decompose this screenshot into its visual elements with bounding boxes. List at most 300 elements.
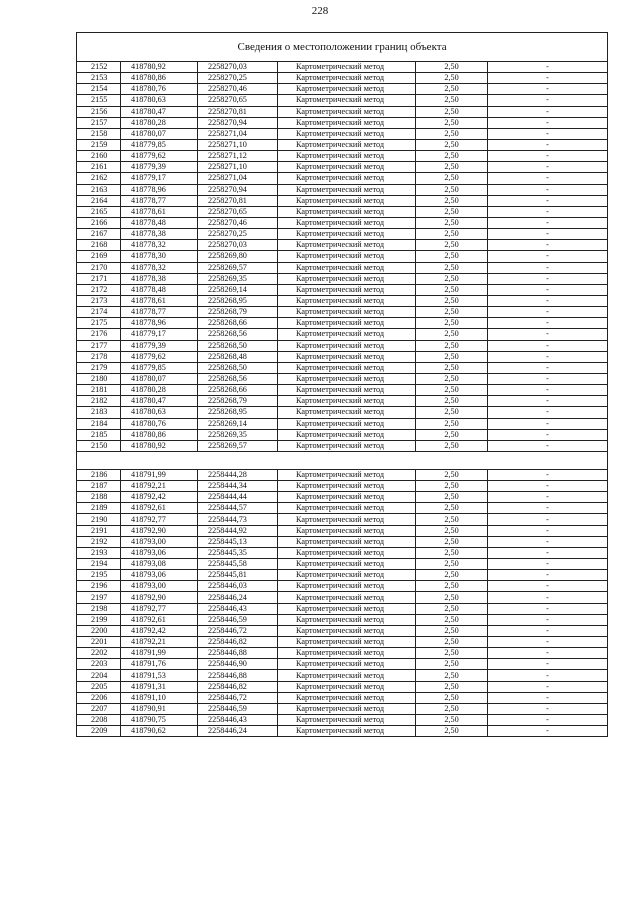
coord-x: 418778,30 xyxy=(121,251,198,262)
method: Картометрический метод xyxy=(278,440,416,451)
note: - xyxy=(488,440,608,451)
method: Картометрический метод xyxy=(278,106,416,117)
coord-y: 2258270,46 xyxy=(198,217,278,228)
coord-x: 418791,31 xyxy=(121,681,198,692)
method: Картометрический метод xyxy=(278,703,416,714)
coord-x: 418791,76 xyxy=(121,659,198,670)
note: - xyxy=(488,206,608,217)
coord-y: 2258268,50 xyxy=(198,362,278,373)
accuracy: 2,50 xyxy=(416,106,488,117)
point-number: 2171 xyxy=(77,273,121,284)
note: - xyxy=(488,592,608,603)
coord-y: 2258446,72 xyxy=(198,625,278,636)
coord-x: 418780,63 xyxy=(121,407,198,418)
method: Картометрический метод xyxy=(278,162,416,173)
separator-cell xyxy=(77,451,608,469)
note: - xyxy=(488,128,608,139)
coord-y: 2258269,80 xyxy=(198,251,278,262)
table-row xyxy=(77,351,608,362)
accuracy: 2,50 xyxy=(416,547,488,558)
accuracy: 2,50 xyxy=(416,195,488,206)
method: Картометрический метод xyxy=(278,173,416,184)
point-number: 2156 xyxy=(77,106,121,117)
coord-y: 2258270,94 xyxy=(198,184,278,195)
method: Картометрический метод xyxy=(278,396,416,407)
table-row xyxy=(77,681,608,692)
point-number: 2195 xyxy=(77,570,121,581)
point-number: 2194 xyxy=(77,559,121,570)
accuracy: 2,50 xyxy=(416,525,488,536)
method: Картометрический метод xyxy=(278,659,416,670)
coord-y: 2258446,90 xyxy=(198,659,278,670)
method: Картометрический метод xyxy=(278,184,416,195)
accuracy: 2,50 xyxy=(416,385,488,396)
accuracy: 2,50 xyxy=(416,284,488,295)
note: - xyxy=(488,614,608,625)
coord-y: 2258444,57 xyxy=(198,503,278,514)
coord-x: 418778,61 xyxy=(121,295,198,306)
note: - xyxy=(488,329,608,340)
table-row xyxy=(77,492,608,503)
note: - xyxy=(488,715,608,726)
coord-y: 2258269,35 xyxy=(198,429,278,440)
coord-y: 2258444,44 xyxy=(198,492,278,503)
method: Картометрический метод xyxy=(278,206,416,217)
coord-y: 2258268,50 xyxy=(198,340,278,351)
accuracy: 2,50 xyxy=(416,429,488,440)
method: Картометрический метод xyxy=(278,195,416,206)
coord-y: 2258268,66 xyxy=(198,318,278,329)
coord-x: 418780,63 xyxy=(121,95,198,106)
point-number: 2208 xyxy=(77,715,121,726)
method: Картометрический метод xyxy=(278,62,416,73)
method: Картометрический метод xyxy=(278,128,416,139)
note: - xyxy=(488,262,608,273)
method: Картометрический метод xyxy=(278,307,416,318)
table-row xyxy=(77,592,608,603)
accuracy: 2,50 xyxy=(416,570,488,581)
coord-y: 2258268,56 xyxy=(198,373,278,384)
table-row xyxy=(77,162,608,173)
note: - xyxy=(488,648,608,659)
table-row xyxy=(77,307,608,318)
table-row xyxy=(77,581,608,592)
note: - xyxy=(488,469,608,480)
coord-x: 418780,28 xyxy=(121,385,198,396)
accuracy: 2,50 xyxy=(416,603,488,614)
point-number: 2165 xyxy=(77,206,121,217)
coord-y: 2258268,95 xyxy=(198,295,278,306)
note: - xyxy=(488,481,608,492)
accuracy: 2,50 xyxy=(416,329,488,340)
point-number: 2155 xyxy=(77,95,121,106)
coord-x: 418791,10 xyxy=(121,692,198,703)
coord-y: 2258269,14 xyxy=(198,418,278,429)
note: - xyxy=(488,217,608,228)
coord-y: 2258270,94 xyxy=(198,117,278,128)
accuracy: 2,50 xyxy=(416,492,488,503)
method: Картометрический метод xyxy=(278,670,416,681)
coord-x: 418778,77 xyxy=(121,195,198,206)
table-row xyxy=(77,284,608,295)
coord-x: 418793,06 xyxy=(121,547,198,558)
table-body xyxy=(77,33,608,737)
accuracy: 2,50 xyxy=(416,536,488,547)
coord-x: 418780,28 xyxy=(121,117,198,128)
table-row xyxy=(77,385,608,396)
coord-x: 418792,21 xyxy=(121,637,198,648)
point-number: 2206 xyxy=(77,692,121,703)
method: Картометрический метод xyxy=(278,273,416,284)
note: - xyxy=(488,295,608,306)
coord-y: 2258270,65 xyxy=(198,206,278,217)
method: Картометрический метод xyxy=(278,603,416,614)
coord-x: 418779,39 xyxy=(121,340,198,351)
coord-x: 418793,06 xyxy=(121,570,198,581)
coord-x: 418793,08 xyxy=(121,559,198,570)
point-number: 2169 xyxy=(77,251,121,262)
method: Картометрический метод xyxy=(278,559,416,570)
coord-x: 418792,42 xyxy=(121,492,198,503)
method: Картометрический метод xyxy=(278,262,416,273)
coord-y: 2258445,35 xyxy=(198,547,278,558)
point-number: 2167 xyxy=(77,229,121,240)
table-row xyxy=(77,229,608,240)
table-row xyxy=(77,206,608,217)
coord-y: 2258268,48 xyxy=(198,351,278,362)
table-row xyxy=(77,117,608,128)
accuracy: 2,50 xyxy=(416,151,488,162)
note: - xyxy=(488,184,608,195)
coord-y: 2258269,57 xyxy=(198,440,278,451)
table-row xyxy=(77,73,608,84)
note: - xyxy=(488,117,608,128)
accuracy: 2,50 xyxy=(416,659,488,670)
coord-y: 2258271,12 xyxy=(198,151,278,162)
coord-x: 418792,90 xyxy=(121,525,198,536)
method: Картометрический метод xyxy=(278,429,416,440)
table-row xyxy=(77,547,608,558)
coord-y: 2258445,58 xyxy=(198,559,278,570)
table-row xyxy=(77,151,608,162)
table-row xyxy=(77,503,608,514)
point-number: 2202 xyxy=(77,648,121,659)
coord-x: 418778,96 xyxy=(121,184,198,195)
note: - xyxy=(488,407,608,418)
table-row xyxy=(77,637,608,648)
note: - xyxy=(488,726,608,737)
coord-y: 2258446,43 xyxy=(198,715,278,726)
point-number: 2203 xyxy=(77,659,121,670)
point-number: 2179 xyxy=(77,362,121,373)
method: Картометрический метод xyxy=(278,117,416,128)
coord-x: 418779,17 xyxy=(121,173,198,184)
coord-x: 418792,42 xyxy=(121,625,198,636)
point-number: 2201 xyxy=(77,637,121,648)
point-number: 2159 xyxy=(77,139,121,150)
note: - xyxy=(488,547,608,558)
table-row xyxy=(77,614,608,625)
accuracy: 2,50 xyxy=(416,251,488,262)
table-row xyxy=(77,106,608,117)
note: - xyxy=(488,351,608,362)
point-number: 2150 xyxy=(77,440,121,451)
method: Картометрический метод xyxy=(278,492,416,503)
accuracy: 2,50 xyxy=(416,559,488,570)
point-number: 2178 xyxy=(77,351,121,362)
accuracy: 2,50 xyxy=(416,726,488,737)
note: - xyxy=(488,385,608,396)
accuracy: 2,50 xyxy=(416,206,488,217)
method: Картометрический метод xyxy=(278,525,416,536)
coord-y: 2258271,10 xyxy=(198,139,278,150)
method: Картометрический метод xyxy=(278,547,416,558)
accuracy: 2,50 xyxy=(416,184,488,195)
coord-y: 2258446,72 xyxy=(198,692,278,703)
method: Картометрический метод xyxy=(278,385,416,396)
point-number: 2184 xyxy=(77,418,121,429)
accuracy: 2,50 xyxy=(416,84,488,95)
method: Картометрический метод xyxy=(278,73,416,84)
table-row xyxy=(77,128,608,139)
accuracy: 2,50 xyxy=(416,407,488,418)
accuracy: 2,50 xyxy=(416,648,488,659)
coord-x: 418792,90 xyxy=(121,592,198,603)
table-row xyxy=(77,429,608,440)
note: - xyxy=(488,396,608,407)
coord-y: 2258268,79 xyxy=(198,396,278,407)
accuracy: 2,50 xyxy=(416,440,488,451)
coord-x: 418778,48 xyxy=(121,284,198,295)
coord-y: 2258268,79 xyxy=(198,307,278,318)
point-number: 2162 xyxy=(77,173,121,184)
point-number: 2181 xyxy=(77,385,121,396)
table-row xyxy=(77,481,608,492)
table-row xyxy=(77,670,608,681)
method: Картометрический метод xyxy=(278,229,416,240)
point-number: 2177 xyxy=(77,340,121,351)
note: - xyxy=(488,307,608,318)
method: Картометрический метод xyxy=(278,614,416,625)
point-number: 2164 xyxy=(77,195,121,206)
table-row xyxy=(77,251,608,262)
note: - xyxy=(488,139,608,150)
accuracy: 2,50 xyxy=(416,481,488,492)
accuracy: 2,50 xyxy=(416,418,488,429)
note: - xyxy=(488,514,608,525)
coord-y: 2258271,10 xyxy=(198,162,278,173)
coord-x: 418780,76 xyxy=(121,84,198,95)
point-number: 2166 xyxy=(77,217,121,228)
coord-x: 418791,99 xyxy=(121,469,198,480)
note: - xyxy=(488,625,608,636)
point-number: 2160 xyxy=(77,151,121,162)
boundary-table xyxy=(76,32,608,737)
point-number: 2154 xyxy=(77,84,121,95)
table-row xyxy=(77,184,608,195)
coord-y: 2258445,13 xyxy=(198,536,278,547)
coord-x: 418779,39 xyxy=(121,162,198,173)
table-row xyxy=(77,559,608,570)
coord-x: 418778,48 xyxy=(121,217,198,228)
accuracy: 2,50 xyxy=(416,703,488,714)
accuracy: 2,50 xyxy=(416,95,488,106)
point-number: 2183 xyxy=(77,407,121,418)
accuracy: 2,50 xyxy=(416,670,488,681)
point-number: 2157 xyxy=(77,117,121,128)
table-row xyxy=(77,536,608,547)
accuracy: 2,50 xyxy=(416,362,488,373)
coord-x: 418792,61 xyxy=(121,614,198,625)
table-row xyxy=(77,329,608,340)
note: - xyxy=(488,240,608,251)
table-row xyxy=(77,173,608,184)
point-number: 2188 xyxy=(77,492,121,503)
point-number: 2205 xyxy=(77,681,121,692)
page-number: 228 xyxy=(311,5,329,17)
coord-x: 418779,85 xyxy=(121,362,198,373)
coord-y: 2258268,56 xyxy=(198,329,278,340)
coord-x: 418778,32 xyxy=(121,240,198,251)
coord-y: 2258444,92 xyxy=(198,525,278,536)
coord-x: 418793,00 xyxy=(121,536,198,547)
coord-x: 418792,21 xyxy=(121,481,198,492)
note: - xyxy=(488,73,608,84)
accuracy: 2,50 xyxy=(416,307,488,318)
coord-y: 2258446,88 xyxy=(198,670,278,681)
point-number: 2199 xyxy=(77,614,121,625)
method: Картометрический метод xyxy=(278,536,416,547)
accuracy: 2,50 xyxy=(416,373,488,384)
table-row xyxy=(77,692,608,703)
accuracy: 2,50 xyxy=(416,217,488,228)
coord-y: 2258446,03 xyxy=(198,581,278,592)
method: Картометрический метод xyxy=(278,503,416,514)
coord-x: 418780,76 xyxy=(121,418,198,429)
point-number: 2173 xyxy=(77,295,121,306)
method: Картометрический метод xyxy=(278,692,416,703)
note: - xyxy=(488,525,608,536)
coord-x: 418790,75 xyxy=(121,715,198,726)
method: Картометрический метод xyxy=(278,251,416,262)
coord-y: 2258446,88 xyxy=(198,648,278,659)
point-number: 2198 xyxy=(77,603,121,614)
coord-y: 2258269,57 xyxy=(198,262,278,273)
coord-x: 418778,38 xyxy=(121,273,198,284)
note: - xyxy=(488,106,608,117)
method: Картометрический метод xyxy=(278,340,416,351)
note: - xyxy=(488,492,608,503)
note: - xyxy=(488,284,608,295)
point-number: 2170 xyxy=(77,262,121,273)
accuracy: 2,50 xyxy=(416,637,488,648)
coord-x: 418792,77 xyxy=(121,603,198,614)
table-row xyxy=(77,217,608,228)
method: Картометрический метод xyxy=(278,648,416,659)
table-row xyxy=(77,648,608,659)
method: Картометрический метод xyxy=(278,625,416,636)
method: Картометрический метод xyxy=(278,514,416,525)
note: - xyxy=(488,603,608,614)
method: Картометрический метод xyxy=(278,318,416,329)
method: Картометрический метод xyxy=(278,362,416,373)
coord-y: 2258446,24 xyxy=(198,592,278,603)
note: - xyxy=(488,273,608,284)
table-row xyxy=(77,440,608,451)
coord-y: 2258271,04 xyxy=(198,128,278,139)
coord-x: 418780,86 xyxy=(121,73,198,84)
coord-y: 2258270,03 xyxy=(198,240,278,251)
table-row xyxy=(77,603,608,614)
note: - xyxy=(488,681,608,692)
method: Картометрический метод xyxy=(278,581,416,592)
table-row xyxy=(77,95,608,106)
table-row xyxy=(77,295,608,306)
table-row xyxy=(77,469,608,480)
note: - xyxy=(488,670,608,681)
accuracy: 2,50 xyxy=(416,503,488,514)
note: - xyxy=(488,659,608,670)
note: - xyxy=(488,318,608,329)
note: - xyxy=(488,229,608,240)
point-number: 2174 xyxy=(77,307,121,318)
method: Картометрический метод xyxy=(278,715,416,726)
accuracy: 2,50 xyxy=(416,128,488,139)
point-number: 2190 xyxy=(77,514,121,525)
coord-y: 2258444,28 xyxy=(198,469,278,480)
accuracy: 2,50 xyxy=(416,240,488,251)
coord-x: 418780,47 xyxy=(121,106,198,117)
accuracy: 2,50 xyxy=(416,614,488,625)
coord-x: 418780,92 xyxy=(121,62,198,73)
coord-x: 418778,32 xyxy=(121,262,198,273)
method: Картометрический метод xyxy=(278,329,416,340)
coord-x: 418778,96 xyxy=(121,318,198,329)
table-row xyxy=(77,362,608,373)
table-row xyxy=(77,659,608,670)
note: - xyxy=(488,418,608,429)
point-number: 2185 xyxy=(77,429,121,440)
point-number: 2172 xyxy=(77,284,121,295)
method: Картометрический метод xyxy=(278,95,416,106)
accuracy: 2,50 xyxy=(416,351,488,362)
point-number: 2207 xyxy=(77,703,121,714)
note: - xyxy=(488,581,608,592)
note: - xyxy=(488,570,608,581)
table-row xyxy=(77,84,608,95)
note: - xyxy=(488,373,608,384)
coord-x: 418780,86 xyxy=(121,429,198,440)
coord-y: 2258444,73 xyxy=(198,514,278,525)
coord-x: 418779,17 xyxy=(121,329,198,340)
method: Картометрический метод xyxy=(278,151,416,162)
method: Картометрический метод xyxy=(278,217,416,228)
point-number: 2176 xyxy=(77,329,121,340)
point-number: 2204 xyxy=(77,670,121,681)
note: - xyxy=(488,637,608,648)
accuracy: 2,50 xyxy=(416,162,488,173)
table-row xyxy=(77,62,608,73)
point-number: 2209 xyxy=(77,726,121,737)
note: - xyxy=(488,340,608,351)
note: - xyxy=(488,536,608,547)
table-row xyxy=(77,195,608,206)
point-number: 2187 xyxy=(77,481,121,492)
table-row xyxy=(77,139,608,150)
coord-x: 418779,85 xyxy=(121,139,198,150)
coord-x: 418791,99 xyxy=(121,648,198,659)
note: - xyxy=(488,151,608,162)
